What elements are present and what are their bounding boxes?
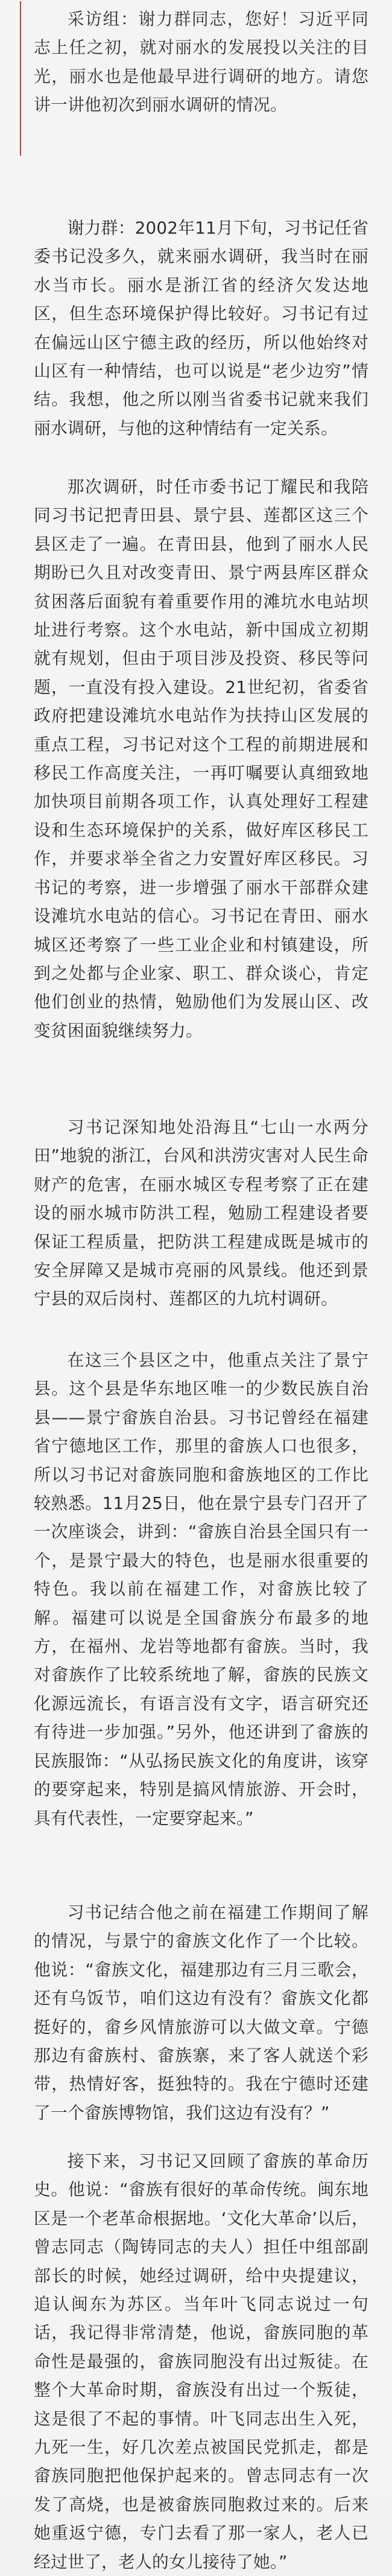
answer-paragraph-2: 那次调研，时任市委书记丁耀民和我陪同习书记把青田县、景宁县、莲都区这三个县区走了一遍。在青田县，他到了丽水人民期盼已久且对改变青田、景宁两县库区群众贫困落后面貌有着重要作用的滩坑水电站坝址进行考察。这个水电站，新中国成立初期就有规划，但由于项目涉及投资、移民等问题，一直没有投入建设。21世纪初，省委省政府把建设滩坑水电站作为扶持山区发展的重点工程，习书记对这个工程的前期进展和移民工作高度关注，一再叮嘱要认真细致地加快项目前期各项工作，认真处理好工程建设和生态环境保护的关系，做好库区移民工作，并要求举全省之力安置好库区移民。习书记的考察，进一步增强了丽水干部群众建设滩坑水电站的信心。习书记在青田、丽水城区还考察了一些工业企业和村镇建设，所到之处都与企业家、职工、群众谈心，肯定他们创业的热情，勉励他们为发展山区、改变贫困面貌继续努力。 bbox=[34, 477, 368, 1041]
answer-paragraph-6: 接下来，习书记又回顾了畲族的革命历史。他说：“畲族有很好的革命传统。闽东地区是一个老革命根据地。‘文化大革命’以后，曾志同志（陶铸同志的夫人）担任中组部副部长的时候，她经过调研，给中央提建议，追认闽东为苏区。当年叶飞同志说过一句话，我记得非常清楚，他说，畲族同胞的革命性是最强的，畲族同胞没有出过叛徒。在整个大革命时期，畲族没有出过一个叛徒，这是很了不起的事情。叶飞同志出生入死，九死一生，好几次差点被国民党抓走，都是畲族同胞把他保护起来的。曾志同志有一次发了高烧，也是被畲族同胞救过来的。后来她重返宁德，专门去看了那一家人，老人已经过世了，老人的女儿接待了她。” bbox=[34, 2151, 368, 2572]
question-divider-line bbox=[20, 1, 21, 156]
interview-question: 采访组：谢力群同志，您好！习近平同志上任之初，就对丽水的发展投以关注的目光，丽水也是他最早进行调研的地方。请您讲一讲他初次到丽水调研的情况。 bbox=[34, 9, 368, 115]
answer-paragraph-1: 谢力群：2002年11月下旬，习书记任省委书记没多久，就来丽水调研，我当时在丽水当市长。丽水是浙江省的经济欠发达地区，但生态环境保护得比较好。习书记有过在偏远山区宁德主政的经历，所以他始终对山区有一种情结，也可以说是“老少边穷”情结。我想，他之所以刚当省委书记就来我们丽水调研，与他的这种情结有一定关系。 bbox=[34, 218, 368, 438]
answer-paragraph-3: 习书记深知地处沿海且“七山一水两分田”地貌的浙江，台风和洪涝灾害对人民生命财产的危害，在丽水城区专程考察了正在建设的丽水城市防洪工程，勉励工程建设者要保证工程质量，把防洪工程建成既是城市的安全屏障又是城市亮丽的风景线。他还到景宁县的双后岗村、莲都区的九坑村调研。 bbox=[34, 1117, 368, 1309]
answer-paragraph-4: 在这三个县区之中，他重点关注了景宁县。这个县是华东地区唯一的少数民族自治县——景宁畲族自治县。习书记曾经在福建省宁德地区工作，那里的畲族人口也很多，所以习书记对畲族同胞和畲族地区的工作比较熟悉。11月25日，他在景宁县专门召开了一次座谈会，讲到：“畲族自治县全国只有一个，是景宁最大的特色，也是丽水很重要的特色。我以前在福建工作，对畲族比较了解。福建可以说是全国畲族分布最多的地方，在福州、龙岩等地都有畲族。当时，我对畲族作了比较系统地了解，畲族的民族文化源远流长，有语言没有文字，语言研究还有待进一步加强。”另外，他还讲到了畲族的民族服饰：“从弘扬民族文化的角度讲，该穿的要穿起来，特别是搞风情旅游、开会时，具有代表性，一定要穿起来。” bbox=[34, 1350, 368, 1828]
answer-paragraph-5: 习书记结合他之前在福建工作期间了解的情况，与景宁的畲族文化作了一个比较。他说：“畲族文化，福建那边有三月三歌会，还有乌饭节，咱们这边有没有？畲族文化都挺好的，畲乡风情旅游可以大做文章。宁德那边有畲族村、畲族寨，来了客人就送个彩带，热情好客，挺独特的。我在宁德时还建了一个畲族博物馆，我们这边有没有？” bbox=[34, 1902, 368, 2123]
